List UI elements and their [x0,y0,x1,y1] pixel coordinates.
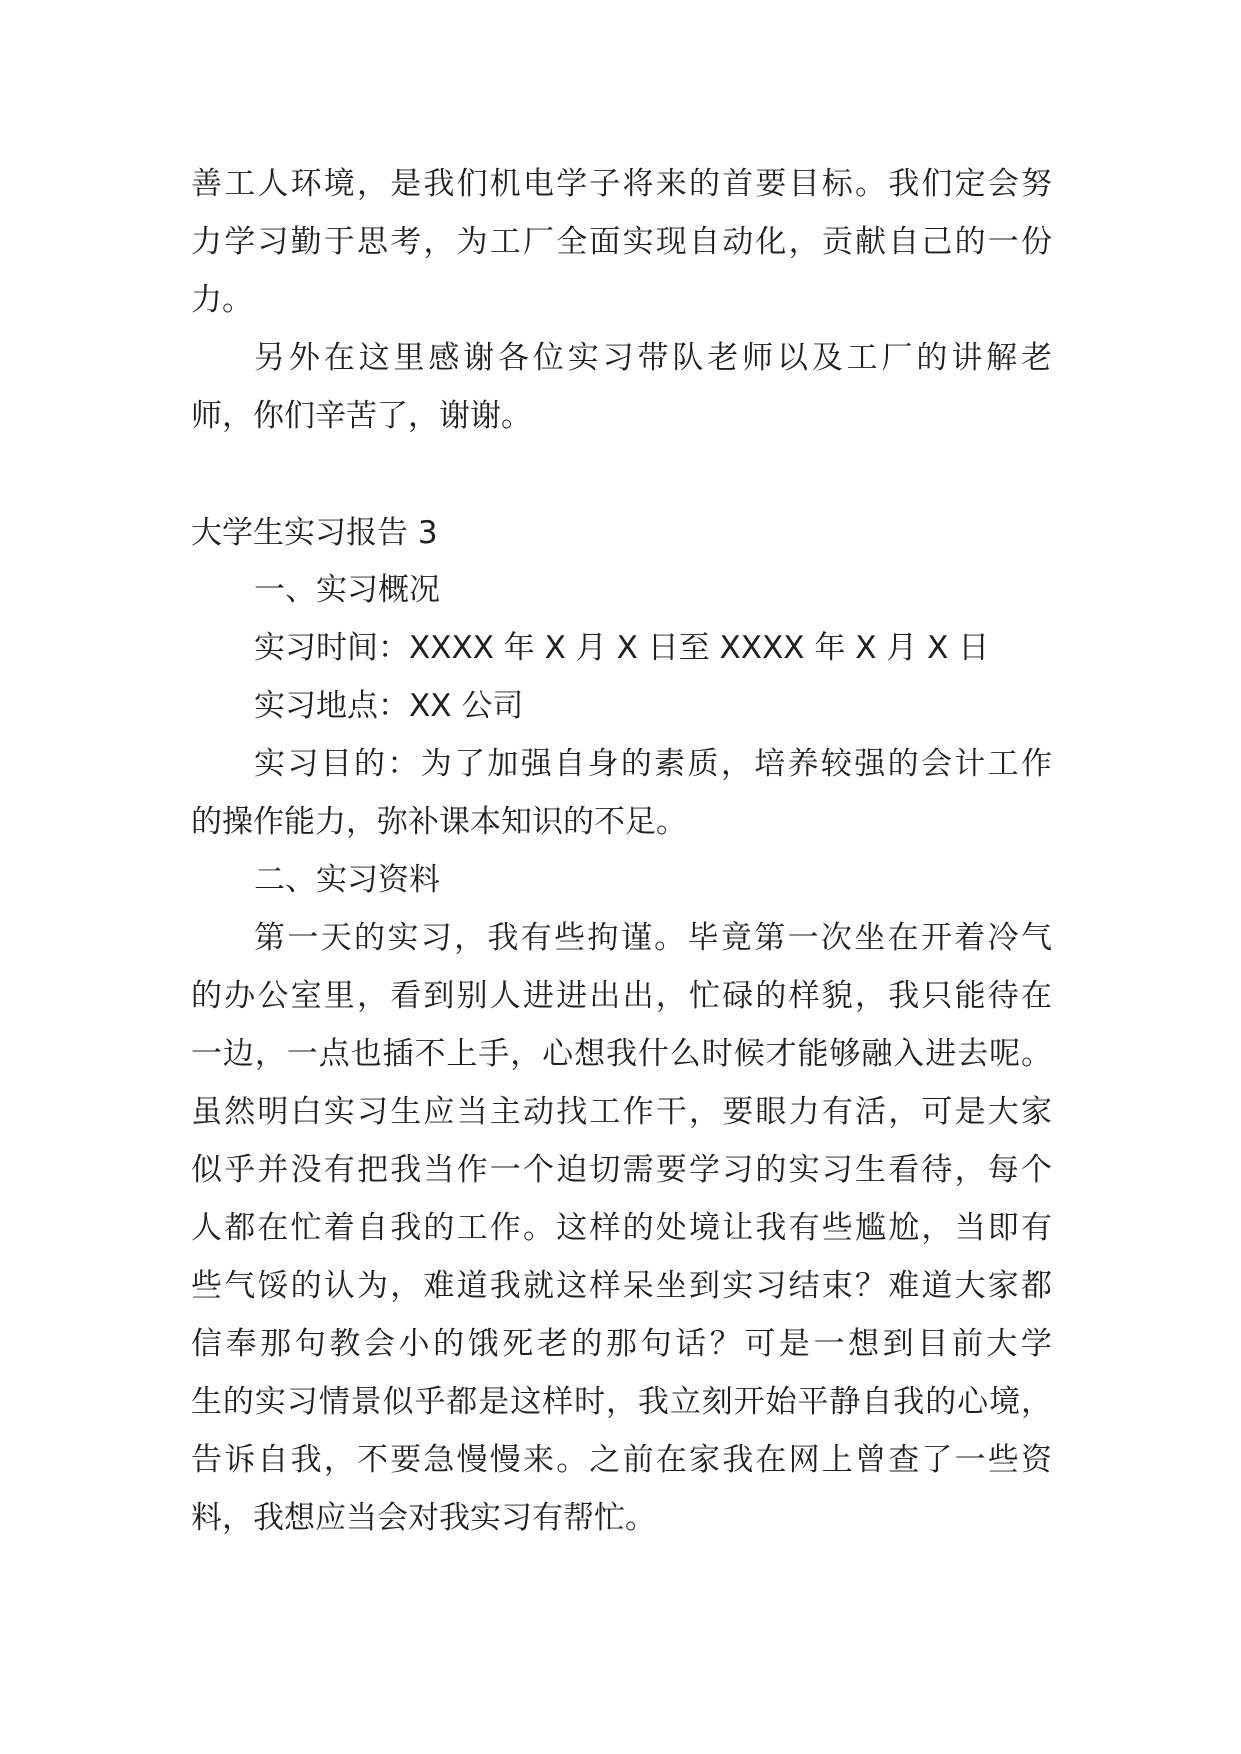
paragraph-line: 虽然明白实习生应当主动找工作干，要眼力有活，可是大家 [191,1094,1052,1130]
paragraph-line: 似乎并没有把我当作一个迫切需要学习的实习生看待，每个 [191,1152,1052,1188]
paragraph-line: 一边，一点也插不上手，心想我什么时候才能够融入进去呢。 [191,1036,1052,1072]
paragraph-line: 善工人环境，是我们机电学子将来的首要目标。我们定会努 [191,166,1052,202]
section-heading: 二、实习资料 [254,862,440,898]
paragraph-line: 的办公室里，看到别人进进出出，忙碌的样貌，我只能待在 [191,978,1052,1014]
paragraph-line: 另外在这里感谢各位实习带队老师以及工厂的讲解老 [254,340,1052,376]
internship-purpose: 实习目的：为了加强自身的素质，培养较强的会计工作 [254,746,1052,782]
paragraph-line: 力。 [191,282,253,318]
paragraph-line: 第一天的实习，我有些拘谨。毕竟第一次坐在开着冷气 [254,920,1052,956]
paragraph-line: 生的实习情景似乎都是这样时，我立刻开始平静自我的心境， [191,1384,1052,1420]
report-heading: 大学生实习报告 3 [191,515,438,551]
paragraph-line: 告诉自我，不要急慢慢来。之前在家我在网上曾查了一些资 [191,1442,1052,1478]
paragraph-line: 信奉那句教会小的饿死老的那句话？可是一想到目前大学 [191,1326,1052,1362]
internship-purpose: 的操作能力，弥补课本知识的不足。 [191,804,687,840]
internship-time: 实习时间：XXXX 年 X 月 X 日至 XXXX 年 X 月 X 日 [254,630,990,666]
paragraph-line: 力学习勤于思考，为工厂全面实现自动化，贡献自己的一份 [191,224,1052,260]
paragraph-line: 人都在忙着自我的工作。这样的处境让我有些尴尬，当即有 [191,1210,1052,1246]
paragraph-line: 料，我想应当会对我实习有帮忙。 [191,1500,656,1536]
section-heading: 一、实习概况 [254,572,440,608]
paragraph-line: 师，你们辛苦了，谢谢。 [191,398,532,434]
internship-place: 实习地点：XX 公司 [254,688,524,724]
paragraph-line: 些气馁的认为，难道我就这样呆坐到实习结束？难道大家都 [191,1268,1052,1304]
